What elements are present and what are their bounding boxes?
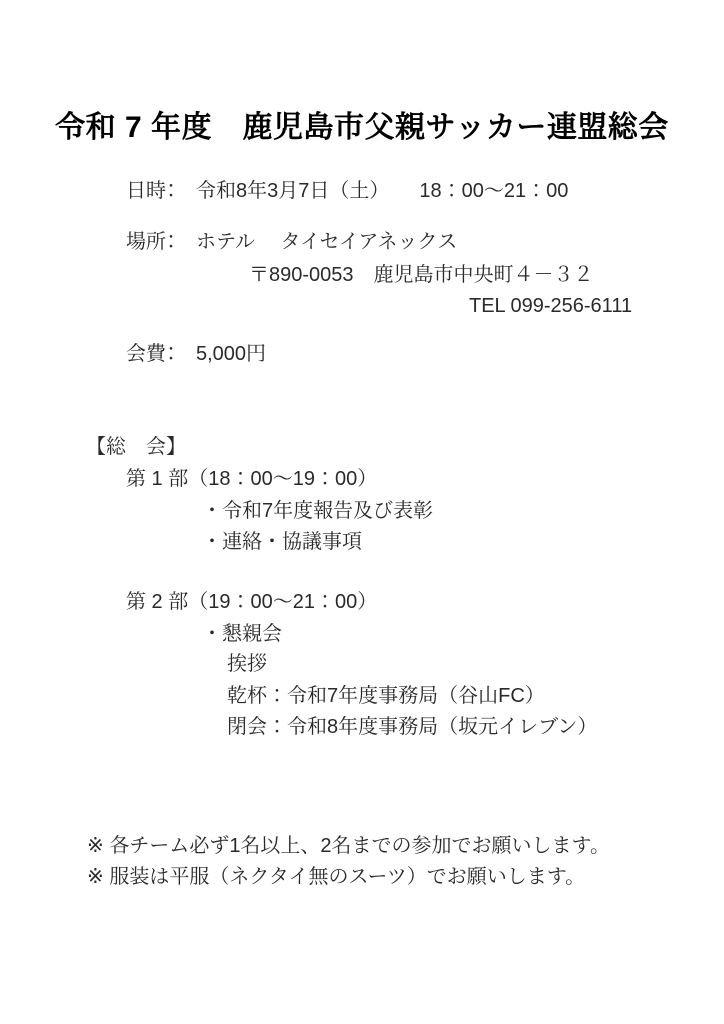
part1-heading: 第 1 部（18：00～19：00） [126,468,378,490]
venue-line: 場所： ホテル タイセイアネックス [126,231,458,253]
part1-agenda-item: ・令和7年度報告及び表彰 [202,500,434,522]
page-title: 令和 7 年度 鹿児島市父親サッカー連盟総会 [55,111,669,144]
part2-detail-item: 乾杯：令和7年度事務局（谷山FC） [227,685,545,707]
fee-line: 会費： 5,000円 [126,343,267,365]
tel-line: TEL 099-256-6111 [469,295,633,317]
postal-address-line: 〒890-0053 鹿児島市中央町４－３２ [249,264,594,286]
part2-agenda-item: ・懇親会 [202,623,282,645]
part2-detail-item: 閉会：令和8年度事務局（坂元イレブン） [227,716,598,738]
part2-heading: 第 2 部（19：00～21：00） [126,591,378,613]
general-meeting-heading: 【総 会】 [86,436,186,458]
note-line: ※ 服装は平服（ネクタイ無のスーツ）でお願いします。 [87,866,586,888]
note-line: ※ 各チーム必ず1名以上、2名までの参加でお願いします。 [87,835,610,857]
part1-agenda-item: ・連絡・協議事項 [202,531,362,553]
datetime-line: 日時： 令和8年3月7日（土） 18：00～21：00 [126,180,569,202]
part2-detail-item: 挨拶 [227,653,267,675]
